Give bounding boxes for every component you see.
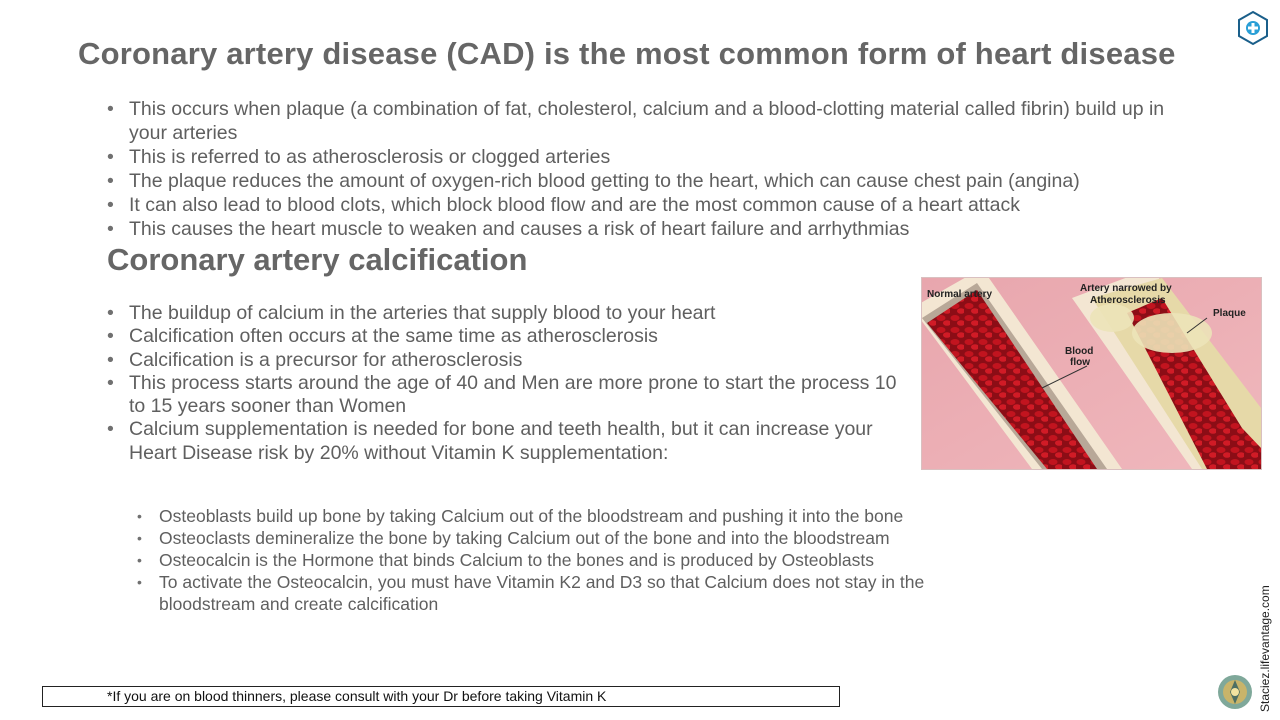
list-item: • Calcification is a precursor for atherosclerosis bbox=[107, 349, 897, 372]
list-item: • Osteoblasts build up bone by taking Calcium out of the bloodstream and pushing it into the bone bbox=[137, 505, 937, 527]
footnote-box bbox=[42, 686, 840, 707]
brand-logo-icon bbox=[1236, 10, 1270, 46]
list-item: • Osteocalcin is the Hormone that binds Calcium to the bones and is produced by Osteoblasts bbox=[137, 549, 937, 571]
section-heading: Coronary artery calcification bbox=[107, 242, 528, 277]
list-item: • Calcium supplementation is needed for bone and teeth health, but it can increase your Heart Disease risk by 20% without Vitamin K supplementation: bbox=[107, 418, 897, 465]
artery-illustration bbox=[921, 277, 1262, 470]
label-blood: Blood bbox=[1065, 346, 1094, 357]
calcification-bullet-list bbox=[107, 302, 897, 465]
list-item: • This occurs when plaque (a combination of fat, cholesterol, calcium and a blood-clotting material called fibrin) build up in your arteries bbox=[107, 97, 1187, 145]
list-item: • It can also lead to blood clots, which block blood flow and are the most common cause of a heart attack bbox=[107, 193, 1187, 217]
label-plaque: Plaque bbox=[1213, 308, 1246, 319]
list-item: • Calcification often occurs at the same time as atherosclerosis bbox=[107, 325, 897, 348]
slide-title: Coronary artery disease (CAD) is the most common form of heart disease bbox=[78, 36, 1176, 71]
list-item: • The buildup of calcium in the arteries that supply blood to your heart bbox=[107, 302, 897, 325]
list-item: • This causes the heart muscle to weaken and causes a risk of heart failure and arrhythmias bbox=[107, 217, 1187, 241]
label-flow: flow bbox=[1070, 357, 1090, 368]
label-atherosclerosis: Atherosclerosis bbox=[1090, 295, 1166, 306]
list-item: • To activate the Osteocalcin, you must have Vitamin K2 and D3 so that Calcium does not stay in the bloodstream and create calcification bbox=[137, 571, 937, 615]
label-narrowed-artery: Artery narrowed by bbox=[1080, 283, 1172, 294]
footnote-text: *If you are on blood thinners, please consult with your Dr before taking Vitamin K bbox=[107, 688, 607, 704]
label-normal-artery: Normal artery bbox=[927, 289, 993, 300]
website-text: Staciez.lifevantage.com bbox=[1258, 585, 1272, 712]
vitamin-k-sub-list bbox=[137, 505, 937, 615]
cad-bullet-list bbox=[107, 97, 1187, 241]
list-item: • This process starts around the age of 40 and Men are more prone to start the process 10 to 15 years sooner than Women bbox=[107, 372, 897, 419]
list-item: • The plaque reduces the amount of oxygen-rich blood getting to the heart, which can cause chest pain (angina) bbox=[107, 169, 1187, 193]
list-item: • This is referred to as atherosclerosis or clogged arteries bbox=[107, 145, 1187, 169]
list-item: • Osteoclasts demineralize the bone by taking Calcium out of the bone and into the bloodstream bbox=[137, 527, 937, 549]
emblem-icon bbox=[1216, 672, 1254, 712]
